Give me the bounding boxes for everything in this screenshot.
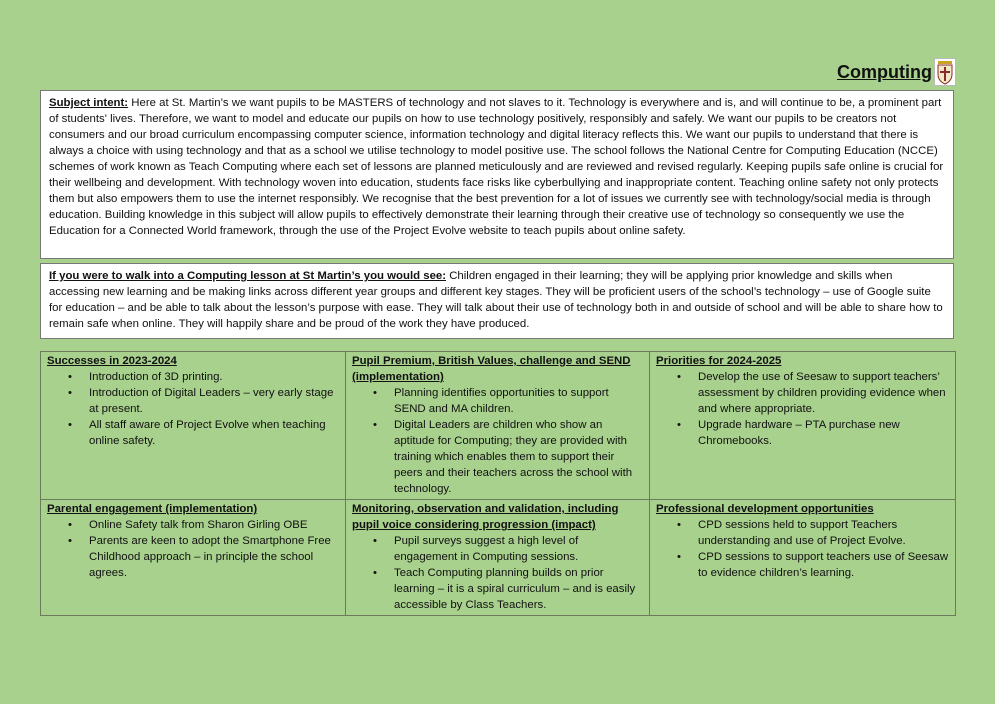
pupil-premium-list	[352, 385, 643, 497]
subject-intent-text: Here at St. Martin’s we want pupils to be MASTERS of technology and not slaves to it. Technology is everywhere and is, and will continue to be, a prominent part of students' lives. Therefore, we want to model and educate our pupils on how to use technology positively, responsibly and safely. We want our pupils to be creators not consumers and our broad curriculum encompassing computer science, information technology and digital literacy reflects this. We want our pupils to understand that there is always a choice with using technology and that as a school we utilise technology to model positive use. The school follows the National Centre for Computing Education (NCCE) schemes of work known as Teach Computing where each set of lessons are planned meticulously and are reviewed and revised regularly. Keeping pupils safe online is crucial for their wellbeing and development. With technology woven into education, students face risks like cyberbullying and inappropriate content. Teaching online safety not only protects them but also empowers them to use the internet responsibly. We recognise that the best prevention for a lot of issues we currently see with technology/social media is through education. Building knowledge in this subject will allow pupils to effectively demonstrate their learning through their creative use of technology so consequently we use the Education for a Connected World framework, through the use of the Project Evolve website to teach pupils about online safety.	[49, 97, 944, 237]
subject-intent-label: Subject intent:	[49, 97, 129, 109]
page-header	[40, 56, 956, 88]
priorities-list	[656, 369, 949, 449]
list-item: • Introduction of Digital Leaders – very early stage at present.	[89, 385, 339, 417]
pupil-premium-heading: Pupil Premium, British Values, challenge and SEND (implementation)	[352, 355, 631, 383]
successes-list	[47, 369, 339, 449]
list-item: • Teach Computing planning builds on prior learning – it is a spiral curriculum – and is easily accessible by Class Teachers.	[394, 565, 643, 613]
summary-grid	[40, 351, 956, 616]
list-item: • Online Safety talk from Sharon Girling OBE	[89, 517, 339, 533]
lesson-walkthrough-label: If you were to walk into a Computing lesson at St Martin’s you would see:	[49, 270, 447, 282]
list-item: • CPD sessions to support teachers use of Seesaw to evidence children’s learning.	[698, 549, 949, 581]
successes-cell	[41, 352, 346, 500]
parental-engagement-cell	[41, 500, 346, 616]
monitoring-list	[352, 533, 643, 613]
list-item: • Parents are keen to adopt the Smartphone Free Childhood approach – in principle the school agrees.	[89, 533, 339, 581]
professional-development-heading: Professional development opportunities	[656, 503, 874, 515]
list-item: • Pupil surveys suggest a high level of engagement in Computing sessions.	[394, 533, 643, 565]
pupil-premium-cell	[346, 352, 650, 500]
list-item: • All staff aware of Project Evolve when teaching online safety.	[89, 417, 339, 449]
parental-engagement-list	[47, 517, 339, 581]
subject-intent-box	[40, 90, 954, 259]
monitoring-heading: Monitoring, observation and validation, including pupil voice considering progression (impact)	[352, 503, 619, 531]
professional-development-cell	[650, 500, 956, 616]
list-item: • Develop the use of Seesaw to support teachers’ assessment by children providing evidence when and where appropriate.	[698, 369, 949, 417]
list-item: • Planning identifies opportunities to support SEND and MA children.	[394, 385, 643, 417]
parental-engagement-heading: Parental engagement (implementation)	[47, 503, 258, 515]
lesson-walkthrough-box	[40, 263, 954, 339]
list-item: • CPD sessions held to support Teachers understanding and use of Project Evolve.	[698, 517, 949, 549]
priorities-heading: Priorities for 2024-2025	[656, 355, 782, 367]
list-item: • Digital Leaders are children who show an aptitude for Computing; they are provided with training which enables them to support their peers and their teachers across the school with technology.	[394, 417, 643, 497]
professional-development-list	[656, 517, 949, 581]
page-title: Computing	[837, 62, 932, 82]
list-item: • Upgrade hardware – PTA purchase new Chromebooks.	[698, 417, 949, 449]
list-item: • Introduction of 3D printing.	[89, 369, 339, 385]
monitoring-cell	[346, 500, 650, 616]
priorities-cell	[650, 352, 956, 500]
school-crest-icon	[934, 58, 956, 86]
successes-heading: Successes in 2023-2024	[47, 355, 177, 367]
lesson-walkthrough-text: Children engaged in their learning; they will be applying prior knowledge and skills when accessing new learning and be making links across different year groups and different key stages. They will be proficient users of the school’s technology – use of Google suite for education – and be able to talk about the lesson’s purpose with ease. They will talk about their use of technology both in and outside of school and will be able to share how to remain safe when online. They will happily share and be proud of the work they have produced.	[49, 270, 943, 330]
